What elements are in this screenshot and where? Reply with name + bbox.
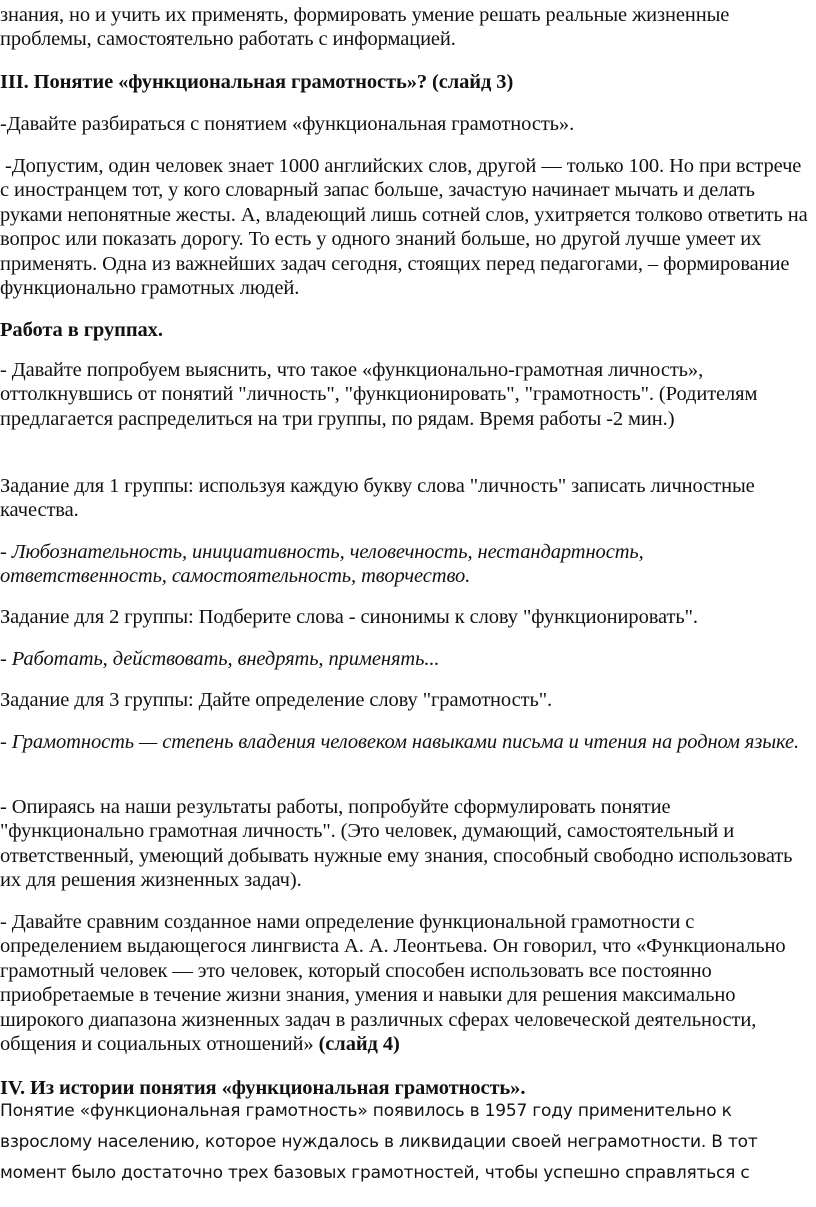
- answer-group-1: - Любознательность, инициативность, человечность, нестандартность, ответственность, самостоятельность, творчество.: [0, 541, 644, 588]
- paragraph-concept: -Давайте разбираться с понятием «функциональная грамотность».: [0, 113, 575, 135]
- section-heading-iii: III. Понятие «функциональная грамотность»? (слайд 3): [0, 71, 514, 93]
- heading-group-work: Работа в группах.: [0, 319, 163, 341]
- task-group-1: Задание для 1 группы: используя каждую букву слова "личность" записать личностные качества.: [0, 475, 755, 522]
- task-group-2: Задание для 2 группы: Подберите слова - синонимы к слову "функционировать".: [0, 606, 698, 628]
- paragraph-example: -Допустим, один человек знает 1000 английских слов, другой — только 100. Но при встрече с иностранцем тот, у кого словарный запас больше, зачастую начинает мычать и делать руками непонятные жесты. А, владеющий лишь сотней слов, ухитряется толково ответить на вопрос или показать дорогу. То есть у одного знаний больше, но другой лучше умеет их применять. Одна из важнейших задач сегодня, стоящих перед педагогами, – формирование функционально грамотных людей.: [0, 155, 808, 300]
- slide-4-ref: (слайд 4): [318, 1033, 400, 1056]
- intro-paragraph: знания, но и учить их применять, формировать умение решать реальные жизненные проблемы, самостоятельно работать с информацией.: [0, 4, 730, 51]
- paragraph-leontiev: [0, 910, 814, 1056]
- paragraph-group-intro: - Давайте попробуем выяснить, что такое «функционально-грамотная личность», оттолкнувшись от понятий "личность", "функционировать", "грамотность". (Родителям предлагается распределиться на три группы, по рядам. Время работы -2 мин.): [0, 359, 758, 430]
- answer-group-3: - Грамотность — степень владения человеком навыками письма и чтения на родном языке.: [0, 731, 800, 753]
- task-group-3: Задание для 3 группы: Дайте определение слову "грамотность".: [0, 689, 552, 711]
- paragraph-formulate: - Опираясь на наши результаты работы, попробуйте сформулировать понятие "функционально грамотная личность". (Это человек, думающий, самостоятельный и ответственный, умеющий добывать нужные ему знания, способный свободно использовать их для решения жизненных задач).: [0, 796, 793, 892]
- leontiev-quote-text: - Давайте сравним созданное нами определение функциональной грамотности с определением выдающегося лингвиста А. А. Леонтьева. Он говорил, что «Функционально грамотный человек — это человек, который способен использовать все постоянно приобретаемые в течение жизни знания, умения и навыки для решения максимально широкого диапазона жизненных задач в различных сферах человеческой деятельности, общения и социальных отношений»: [0, 911, 786, 1056]
- section-heading-iv: IV. Из истории понятия «функциональная грамотность».: [0, 1077, 526, 1099]
- answer-group-2: - Работать, действовать, внедрять, применять...: [0, 648, 440, 670]
- paragraph-history: Понятие «функциональная грамотность» появилось в 1957 году применительно к взрослому населению, которое нуждалось в ликвидации своей неграмотности. В тот момент было достаточно трех базовых грамотностей, чтобы успешно справляться с: [0, 1101, 758, 1183]
